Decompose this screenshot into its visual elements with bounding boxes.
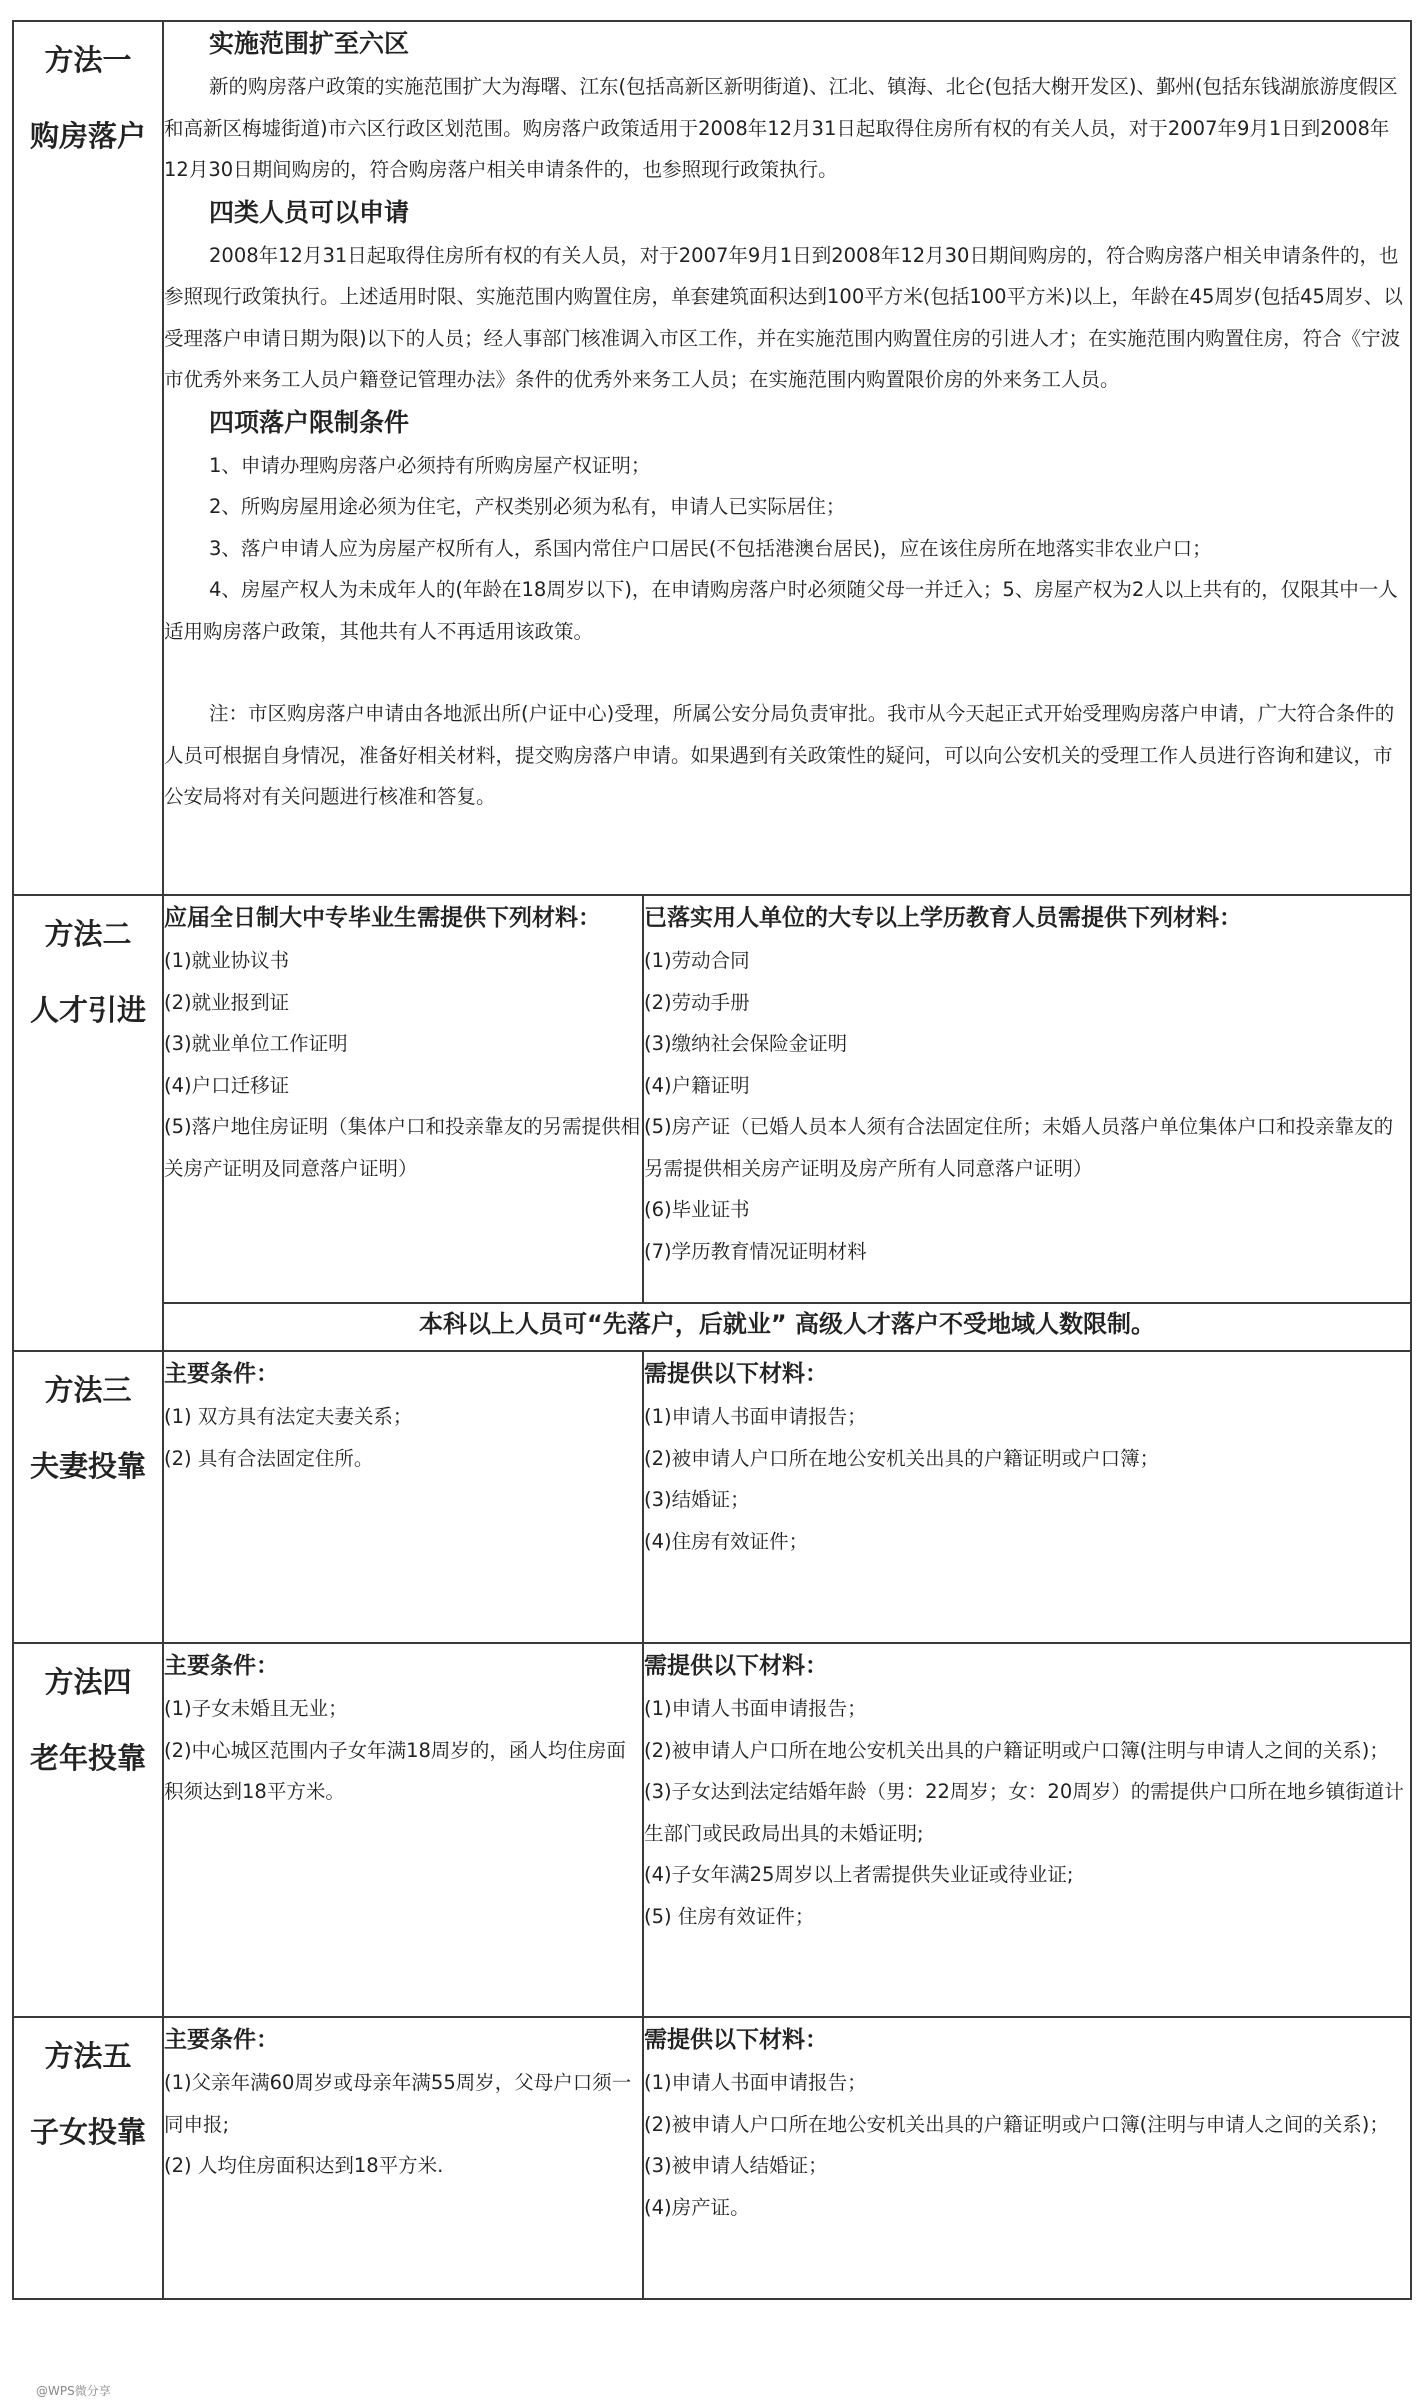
list-item: (5) 住房有效证件； <box>644 1904 815 1928</box>
list-item: (4)子女年满25周岁以上者需提供失业证或待业证; <box>644 1863 1074 1886</box>
section-heading: 四类人员可以申请 <box>209 197 410 227</box>
list-item: (2) 具有合法固定住所。 <box>164 1446 374 1470</box>
method2-row <box>13 895 1411 1303</box>
policy-sheet <box>12 20 1410 2300</box>
list-item: (4)住房有效证件； <box>644 1529 809 1553</box>
method4-row <box>13 1643 1411 2017</box>
list-item: (1)就业协议书 <box>164 949 290 972</box>
list-item: (2)劳动手册 <box>644 990 750 1014</box>
column-heading: 需提供以下材料： <box>644 1653 828 1679</box>
list-item: (5)房产证（已婚人员本人须有合法固定住所；未婚人员落户单位集体户口和投亲靠友的另需提供相关房产证明及房产所有人同意落户证明） <box>644 1115 1394 1180</box>
column-heading: 已落实用人单位的大专以上学历教育人员需提供下列材料： <box>644 905 1242 931</box>
method2-title: 方法二 人才引进 <box>13 895 163 1351</box>
section-heading: 四项落户限制条件 <box>209 407 410 437</box>
paragraph: 新的购房落户政策的实施范围扩大为海曙、江东(包括高新区新明街道)、江北、镇海、北仑(包括大榭开发区)、鄞州(包括东钱湖旅游度假区和高新区梅墟街道)市六区行政区划范围。购房落户政策适用于2008年12月31日起取得住房所有权的有关人员，对于2007年9月1日到2008年12月30日期间购房的，符合购房落户相关申请条件的，也参照现行政策执行。 <box>164 75 1398 181</box>
list-item: (1) 双方具有法定夫妻关系； <box>164 1405 413 1428</box>
method2-right <box>643 895 1411 1303</box>
list-item: (3)子女达到法定结婚年龄（男：22周岁；女：20周岁）的需提供户口所在地乡镇街道计生部门或民政局出具的未婚证明; <box>644 1780 1404 1845</box>
method3-left <box>163 1351 643 1643</box>
list-item: (3)被申请人结婚证； <box>644 2154 828 2177</box>
condition-item: 1、申请办理购房落户必须持有所购房屋产权证明； <box>209 453 651 477</box>
column-heading: 主要条件： <box>164 2027 279 2053</box>
list-item: (2)被申请人户口所在地公安机关出具的户籍证明或户口簿； <box>644 1446 1160 1470</box>
talent-banner: 本科以上人员可“先落户，后就业” 高级人才落户不受地域人数限制。 <box>163 1303 1411 1351</box>
list-item: (2)就业报到证 <box>164 990 290 1014</box>
list-item: (4)户口迁移证 <box>164 1073 290 1097</box>
note-paragraph: 注：市区购房落户申请由各地派出所(户证中心)受理，所属公安分局负责审批。我市从今天起正式开始受理购房落户申请，广大符合条件的人员可根据自身情况，准备好相关材料，提交购房落户申请。如果遇到有关政策性的疑问，可以向公安机关的受理工作人员进行咨询和建议，市公安局将对有关问题进行核准和答复。 <box>164 702 1395 808</box>
column-heading: 主要条件： <box>164 1361 279 1387</box>
list-item: (2) 人均住房面积达到18平方米. <box>164 2154 444 2177</box>
method4-right <box>643 1643 1411 2017</box>
method3-right <box>643 1351 1411 1643</box>
condition-item: 3、落户申请人应为房屋产权所有人，系国内常住户口居民(不包括港澳台居民)，应在该住房所在地落实非农业户口； <box>209 536 1212 560</box>
list-item: (1)申请人书面申请报告； <box>644 2071 867 2094</box>
column-heading: 需提供以下材料： <box>644 2027 828 2053</box>
list-item: (7)学历教育情况证明材料 <box>644 1239 867 1263</box>
list-item: (1)劳动合同 <box>644 949 750 972</box>
list-item: (1)子女未婚且无业； <box>164 1697 348 1720</box>
method4-left <box>163 1643 643 2017</box>
list-item: (5)落户地住房证明（集体户口和投亲靠友的另需提供相关房产证明及同意落户证明） <box>164 1115 641 1180</box>
method5-row <box>13 2017 1411 2299</box>
list-item: (3)缴纳社会保险金证明 <box>644 1032 848 1055</box>
list-item: (2)中心城区范围内子女年满18周岁的，函人均住房面积须达到18平方米。 <box>164 1738 626 1803</box>
list-item: (4)户籍证明 <box>644 1073 750 1097</box>
list-item: (4)房产证。 <box>644 2195 750 2219</box>
method1-row <box>13 21 1411 895</box>
list-item: (3)就业单位工作证明 <box>164 1032 348 1055</box>
method3-title: 方法三 夫妻投靠 <box>13 1351 163 1643</box>
method5-title: 方法五 子女投靠 <box>13 2017 163 2299</box>
column-heading: 主要条件： <box>164 1653 279 1679</box>
list-item: (6)毕业证书 <box>644 1198 750 1221</box>
condition-item: 2、所购房屋用途必须为住宅，产权类别必须为私有，申请人已实际居住； <box>209 495 846 518</box>
list-item: (1)父亲年满60周岁或母亲年满55周岁，父母户口须一同申报; <box>164 2071 632 2136</box>
list-item: (2)被申请人户口所在地公安机关出具的户籍证明或户口簿(注明与申请人之间的关系)； <box>644 1738 1389 1762</box>
wps-watermark: @WPS微分享 <box>36 2384 111 2398</box>
column-heading: 应届全日制大中专毕业生需提供下列材料： <box>164 905 601 931</box>
method5-right <box>643 2017 1411 2299</box>
method2-left <box>163 895 643 1303</box>
method3-row <box>13 1351 1411 1643</box>
list-item: (1)申请人书面申请报告； <box>644 1405 867 1428</box>
list-item: (3)结婚证； <box>644 1488 750 1511</box>
column-heading: 需提供以下材料： <box>644 1361 828 1387</box>
section-heading: 实施范围扩至六区 <box>209 29 410 58</box>
method1-content <box>163 21 1411 895</box>
list-item: (2)被申请人户口所在地公安机关出具的户籍证明或户口簿(注明与申请人之间的关系)； <box>644 2112 1389 2136</box>
policy-table <box>12 20 1412 2300</box>
method1-title: 方法一 购房落户 <box>13 21 163 895</box>
paragraph: 2008年12月31日起取得住房所有权的有关人员，对于2007年9月1日到2008年12月30日期间购房的，符合购房落户相关申请条件的，也参照现行政策执行。上述适用时限、实施范围内购置住房，单套建筑面积达到100平方米(包括100平方米)以上，年龄在45周岁(包括45周岁、以受理落户申请日期为限)以下的人员；经人事部门核准调入市区工作，并在实施范围内购置住房的引进人才；在实施范围内购置住房，符合《宁波市优秀外来务工人员户籍登记管理办法》条件的优秀外来务工人员；在实施范围内购置限价房的外来务工人员。 <box>164 243 1403 391</box>
method4-title: 方法四 老年投靠 <box>13 1643 163 2017</box>
method2-banner-row <box>13 1303 1411 1351</box>
method5-left <box>163 2017 643 2299</box>
list-item: (1)申请人书面申请报告； <box>644 1697 867 1720</box>
condition-item: 4、房屋产权人为未成年人的(年龄在18周岁以下)，在申请购房落户时必须随父母一并迁入；5、房屋产权为2人以上共有的，仅限其中一人适用购房落户政策，其他共有人不再适用该政策。 <box>164 578 1398 643</box>
